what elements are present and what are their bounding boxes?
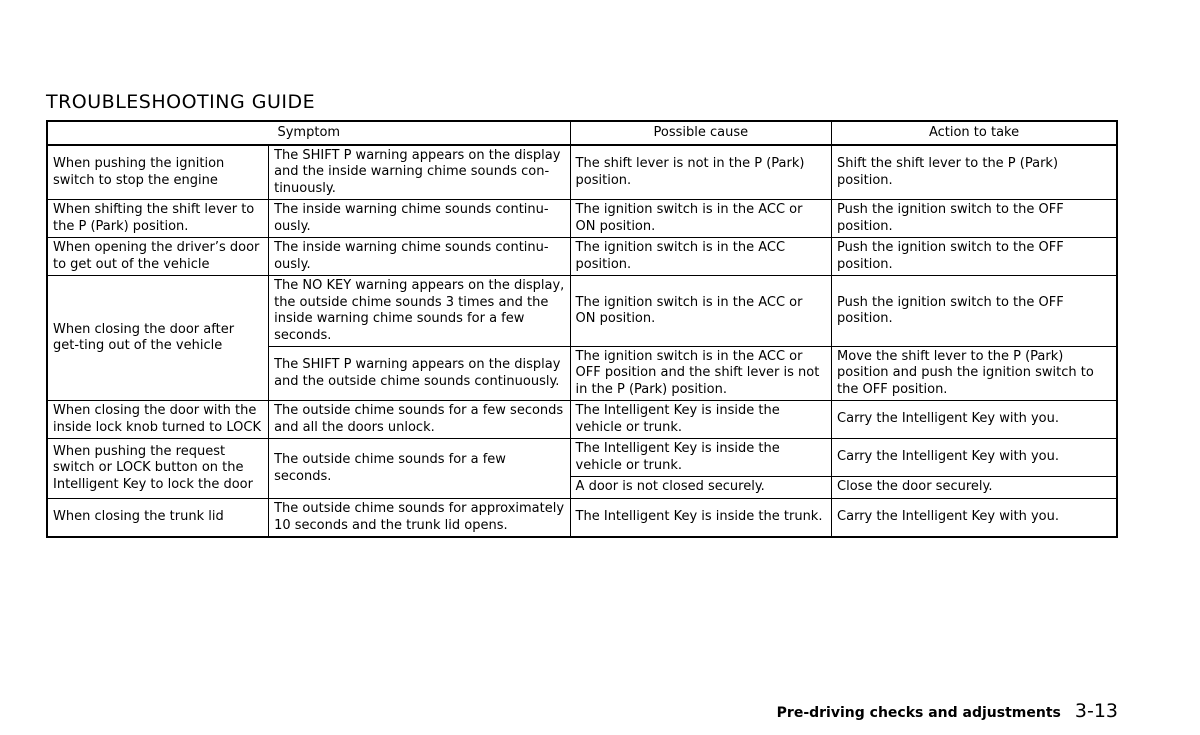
- condition-cell: When closing the door with the inside lock knob turned to LOCK: [47, 401, 269, 439]
- action-cell: Carry the Intelligent Key with you.: [832, 401, 1117, 439]
- page-footer: [777, 700, 1118, 722]
- cause-cell: The ignition switch is in the ACC or ON position.: [570, 276, 831, 347]
- table-header-row: [47, 121, 1117, 145]
- action-cell: Push the ignition switch to the OFF position.: [832, 276, 1117, 347]
- action-cell: Carry the Intelligent Key with you.: [832, 439, 1117, 477]
- condition-cell: When pushing the ignition switch to stop the engine: [47, 145, 269, 200]
- cause-cell: The ignition switch is in the ACC or OFF position and the shift lever is not in the P (Park) position.: [570, 347, 831, 401]
- cause-cell: The ignition switch is in the ACC or ON position.: [570, 200, 831, 238]
- action-cell: Move the shift lever to the P (Park) position and push the ignition switch to the OFF position.: [832, 347, 1117, 401]
- table-row: [47, 200, 1117, 238]
- action-cell: Push the ignition switch to the OFF position.: [832, 200, 1117, 238]
- troubleshooting-table: [46, 120, 1118, 538]
- table-row: [47, 401, 1117, 439]
- footer-section-title: Pre-driving checks and adjustments: [776, 705, 1061, 721]
- cause-cell: The Intelligent Key is inside the vehicle or trunk.: [570, 401, 831, 439]
- action-cell: Shift the shift lever to the P (Park) position.: [832, 145, 1117, 200]
- cause-cell: A door is not closed securely.: [570, 477, 831, 499]
- condition-cell: When closing the door after get-ting out of the vehicle: [47, 276, 269, 401]
- symptom-cell: The outside chime sounds for a few seconds and all the doors unlock.: [269, 401, 570, 439]
- header-symptom: Symptom: [47, 121, 570, 145]
- cause-cell: The Intelligent Key is inside the vehicle or trunk.: [570, 439, 831, 477]
- table-row: [47, 276, 1117, 347]
- condition-cell: When pushing the request switch or LOCK button on the Intelligent Key to lock the door: [47, 439, 269, 499]
- cause-cell: The shift lever is not in the P (Park) position.: [570, 145, 831, 200]
- cause-cell: The Intelligent Key is inside the trunk.: [570, 499, 831, 538]
- condition-cell: When closing the trunk lid: [47, 499, 269, 538]
- action-cell: Carry the Intelligent Key with you.: [832, 499, 1117, 538]
- table-row: [47, 439, 1117, 477]
- action-cell: Close the door securely.: [832, 477, 1117, 499]
- header-action: Action to take: [832, 121, 1117, 145]
- symptom-cell: The NO KEY warning appears on the display, the outside chime sounds 3 times and the inside warning chime sounds for a few seconds.: [269, 276, 570, 347]
- table-row: [47, 145, 1117, 200]
- symptom-cell: The inside warning chime sounds continu-ously.: [269, 200, 570, 238]
- table-row: [47, 238, 1117, 276]
- symptom-cell: The outside chime sounds for a few seconds.: [269, 439, 570, 499]
- cause-cell: The ignition switch is in the ACC position.: [570, 238, 831, 276]
- symptom-cell: The SHIFT P warning appears on the display and the inside warning chime sounds con-tinuously.: [269, 145, 570, 200]
- condition-cell: When opening the driver’s door to get out of the vehicle: [47, 238, 269, 276]
- table-row: [47, 499, 1117, 538]
- page-title: TROUBLESHOOTING GUIDE: [46, 91, 316, 113]
- header-possible-cause: Possible cause: [570, 121, 831, 145]
- condition-cell: When shifting the shift lever to the P (Park) position.: [47, 200, 269, 238]
- page-number: 3-13: [1074, 700, 1118, 722]
- symptom-cell: The SHIFT P warning appears on the display and the outside chime sounds continuously.: [269, 347, 570, 401]
- action-cell: Push the ignition switch to the OFF position.: [832, 238, 1117, 276]
- symptom-cell: The inside warning chime sounds continu-ously.: [269, 238, 570, 276]
- symptom-cell: The outside chime sounds for approximately 10 seconds and the trunk lid opens.: [269, 499, 570, 538]
